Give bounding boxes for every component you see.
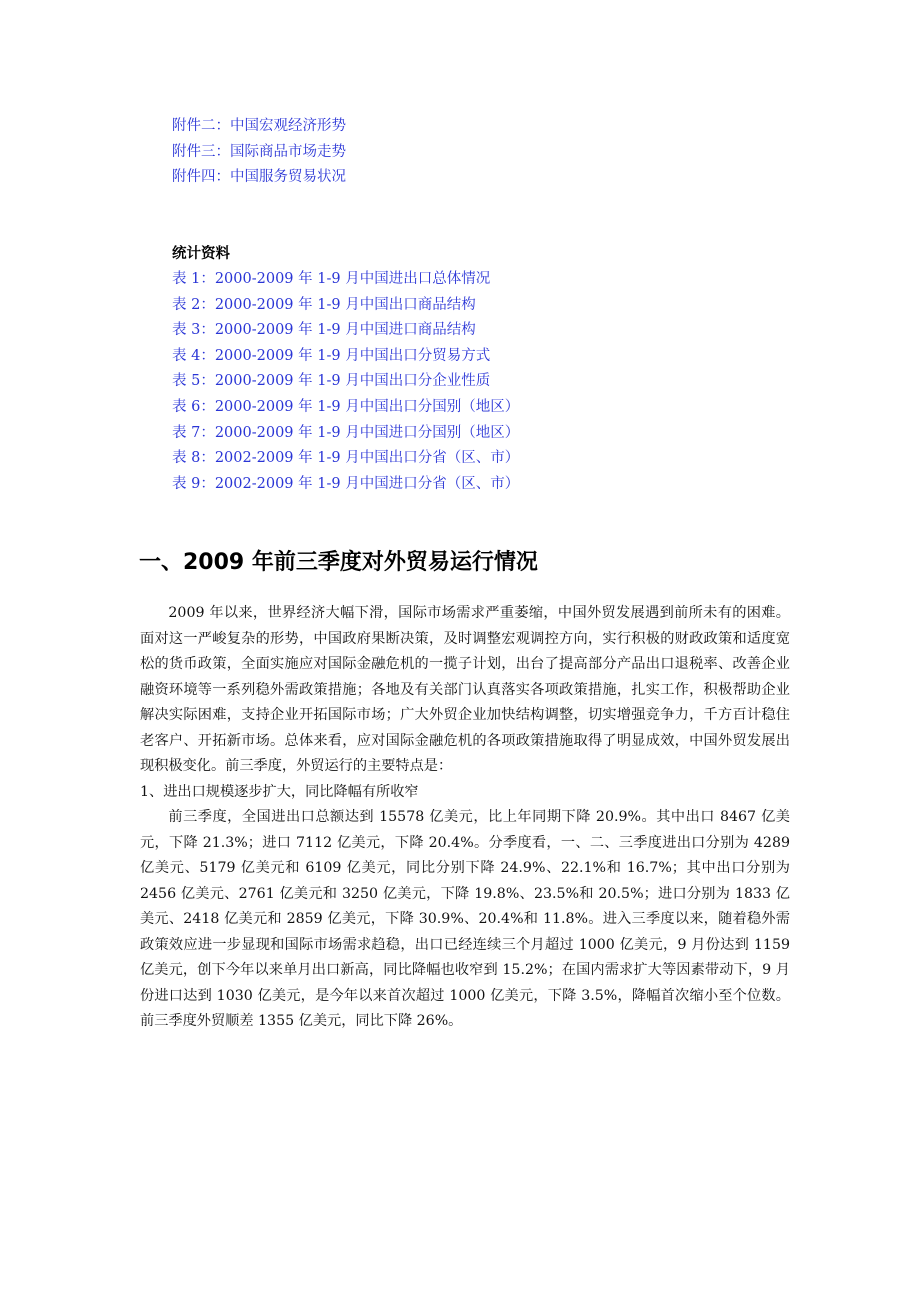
appendix-link-2[interactable]: 附件二：中国宏观经济形势: [172, 118, 346, 134]
stats-table-link-9[interactable]: 表 9：2002-2009 年 1-9 月中国进口分省（区、市）: [172, 475, 520, 492]
stats-table-link-2[interactable]: 表 2：2000-2009 年 1-9 月中国出口商品结构: [172, 296, 476, 313]
section-body: [140, 601, 790, 1035]
stats-table-list: [172, 267, 519, 497]
stats-table-link-6[interactable]: 表 6：2000-2009 年 1-9 月中国出口分国别（地区）: [172, 398, 520, 415]
stats-heading: 统计资料: [172, 246, 230, 262]
stats-table-link-3[interactable]: 表 3：2000-2009 年 1-9 月中国进口商品结构: [172, 322, 476, 339]
stats-table-link-5[interactable]: 表 5：2000-2009 年 1-9 月中国出口分企业性质: [172, 373, 491, 390]
intro-paragraph: 2009 年以来，世界经济大幅下滑，国际市场需求严重萎缩，中国外贸发展遇到前所未有的困难。面对这一严峻复杂的形势，中国政府果断决策，及时调整宏观调控方向，实行积极的财政政策和适度宽松的货币政策，全面实施应对国际金融危机的一揽子计划，出台了提高部分产品出口退税率、改善企业融资环境等一系列稳外需政策措施；各地及有关部门认真落实各项政策措施，扎实工作，积极帮助企业解决实际困难，支持企业开拓国际市场；广大外贸企业加快结构调整，切实增强竞争力，千方百计稳住老客户、开拓新市场。总体来看，应对国际金融危机的各项政策措施取得了明显成效，中国外贸发展出现积极变化。前三季度，外贸运行的主要特点是：: [140, 605, 790, 774]
appendix-link-4[interactable]: 附件四：中国服务贸易状况: [172, 169, 346, 186]
stats-table-link-8[interactable]: 表 8：2002-2009 年 1-9 月中国出口分省（区、市）: [172, 450, 520, 467]
appendix-link-3[interactable]: 附件三：国际商品市场走势: [172, 143, 346, 160]
section-title: 一、2009 年前三季度对外贸易运行情况: [139, 550, 538, 575]
stats-table-link-4[interactable]: 表 4：2000-2009 年 1-9 月中国出口分贸易方式: [172, 347, 491, 364]
appendix-list: [172, 114, 346, 191]
stats-table-link-7[interactable]: 表 7：2000-2009 年 1-9 月中国进口分国别（地区）: [172, 424, 520, 441]
subsection-heading: 1、进出口规模逐步扩大，同比降幅有所收窄: [140, 783, 419, 800]
detail-paragraph: 前三季度，全国进出口总额达到 15578 亿美元，比上年同期下降 20.9%。其中出口 8467 亿美元，下降 21.3%；进口 7112 亿美元，下降 20.4%。分季度看，一、二、三季度进出口分别为 4289 亿美元、5179 亿美元和 6109 亿美元，同比分别下降 24.9%、22.1%和 16.7%；其中出口分别为 2456 亿美元、2761 亿美元和 3250 亿美元，下降 19.8%、23.5%和 20.5%；进口分别为 1833 亿美元、2418 亿美元和 2859 亿美元，下降 30.9%、20.4%和 11.8%。进入三季度以来，随着稳外需政策效应进一步显现和国际市场需求趋稳，出口已经连续三个月超过 1000 亿美元，9 月份达到 1159 亿美元，创下今年以来单月出口新高，同比降幅也收窄到 15.2%；在国内需求扩大等因素带动下，9 月份进口达到 1030 亿美元，是今年以来首次超过 1000 亿美元，下降 3.5%，降幅首次缩小至个位数。前三季度外贸顺差 1355 亿美元，同比下降 26%。: [140, 809, 790, 1029]
stats-table-link-1[interactable]: 表 1：2000-2009 年 1-9 月中国进出口总体情况: [172, 271, 491, 287]
